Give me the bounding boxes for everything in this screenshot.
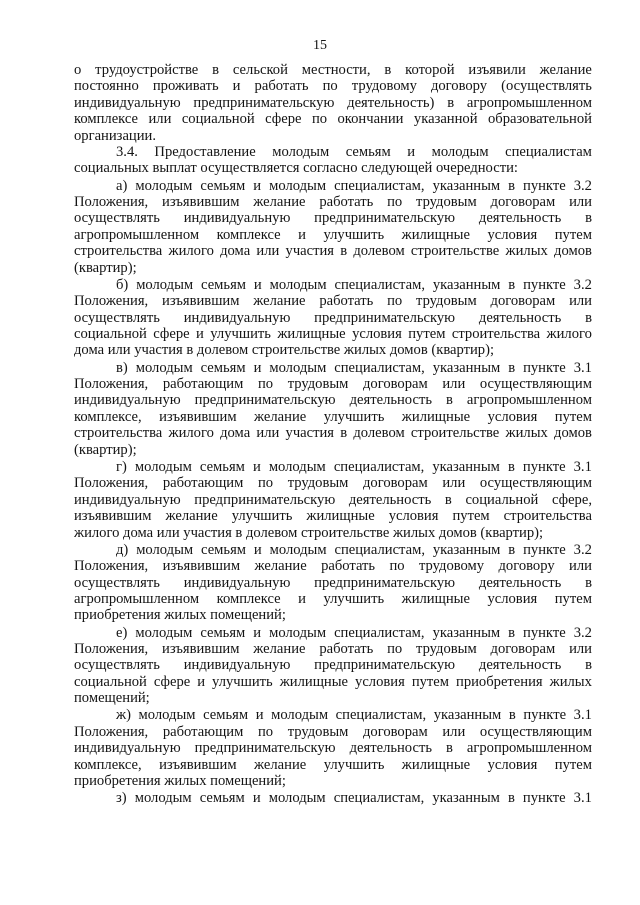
text-line: осуществлять индивидуальную предпринимательскую деятельность в — [74, 657, 592, 674]
text-line: (квартир); — [74, 259, 137, 276]
text-line: д) молодым семьям и молодым специалистам, указанным в пункте 3.2 — [116, 541, 592, 558]
text-line: Положения, изъявившим желание работать по трудовому договору или — [74, 558, 592, 575]
text-line: ж) молодым семьям и молодым специалистам, указанным в пункте 3.1 — [116, 707, 592, 724]
text-line: социальной сфере и улучшить жилищные условия путем приобретения жилых — [74, 673, 592, 690]
text-line: постоянно проживать и работать по трудовому договору (осуществлять — [74, 78, 592, 95]
text-line: осуществлять индивидуальную предпринимательскую деятельность в — [74, 309, 592, 326]
paragraph-v — [74, 360, 592, 458]
text-line: индивидуальную предпринимательскую деятельность) в агропромышленном — [74, 94, 592, 111]
text-line: Положения, работающим по трудовым договорам или осуществляющим — [74, 475, 592, 492]
text-line: приобретения жилых помещений; — [74, 773, 286, 790]
paragraph-zh — [74, 707, 592, 789]
text-line: (квартир); — [74, 441, 137, 458]
document-body — [74, 62, 592, 807]
text-line: з) молодым семьям и молодым специалистам, указанным в пункте 3.1 — [116, 790, 592, 807]
text-line: комплексе, изъявившим желание улучшить жилищные условия путем — [74, 408, 592, 425]
text-line: индивидуальную предпринимательскую деятельность в агропромышленном — [74, 740, 592, 757]
text-line: организации. — [74, 127, 156, 144]
text-line: строительства жилого дома или участия в долевом строительстве жилых домов — [74, 243, 592, 260]
text-line: индивидуальную предпринимательскую деятельность в агропромышленном — [74, 392, 592, 409]
text-line: жилого дома или участия в долевом строительстве жилых домов (квартир); — [74, 524, 544, 541]
text-line: е) молодым семьям и молодым специалистам, указанным в пункте 3.2 — [116, 624, 592, 641]
text-line: комплексе или социальной сфере по окончании указанной образовательной — [74, 111, 592, 128]
text-line: г) молодым семьям и молодым специалистам, указанным в пункте 3.1 — [116, 458, 592, 475]
text-line: осуществлять индивидуальную предпринимательскую деятельность в — [74, 210, 592, 227]
text-line: социальной сфере и улучшить жилищные условия путем строительства жилого — [74, 326, 592, 343]
text-line: осуществлять индивидуальную предпринимательскую деятельность в — [74, 574, 592, 591]
text-line: 3.4. Предоставление молодым семьям и молодым специалистам — [116, 143, 592, 160]
text-line: Положения, изъявившим желание работать по трудовым договорам или — [74, 293, 592, 310]
text-line: б) молодым семьям и молодым специалистам, указанным в пункте 3.2 — [116, 276, 592, 293]
text-line: социальных выплат осуществляется согласно следующей очередности: — [74, 160, 518, 177]
paragraph-g — [74, 459, 592, 541]
text-line: изъявившим желание улучшить жилищные условия путем строительства — [74, 508, 592, 525]
text-line: комплексе, изъявившим желание улучшить жилищные условия путем — [74, 756, 592, 773]
text-line: дома или участия в долевом строительстве жилых домов (квартир); — [74, 342, 495, 359]
text-line: а) молодым семьям и молодым специалистам, указанным в пункте 3.2 — [116, 177, 592, 194]
text-line: Положения, изъявившим желание работать по трудовым договорам или — [74, 641, 592, 658]
paragraph-b — [74, 277, 592, 359]
text-line: строительства жилого дома или участия в долевом строительстве жилых домов — [74, 425, 592, 442]
paragraph-e — [74, 625, 592, 707]
paragraph-p0 — [74, 62, 592, 144]
paragraph-p1 — [74, 144, 592, 177]
paragraph-d — [74, 542, 592, 624]
text-line: агропромышленном комплексе и улучшить жилищные условия путем — [74, 590, 592, 607]
page-number: 15 — [313, 38, 327, 53]
text-line: индивидуальную предпринимательскую деятельность в социальной сфере, — [74, 491, 592, 508]
text-line: помещений; — [74, 690, 150, 707]
paragraph-a — [74, 178, 592, 276]
text-line: в) молодым семьям и молодым специалистам, указанным в пункте 3.1 — [116, 359, 592, 376]
text-line: Положения, работающим по трудовым договорам или осуществляющим — [74, 723, 592, 740]
text-line: о трудоустройстве в сельской местности, в которой изъявили желание — [74, 62, 592, 78]
text-line: Положения, работающим по трудовым договорам или осуществляющим — [74, 376, 592, 393]
text-line: приобретения жилых помещений; — [74, 607, 286, 624]
paragraph-z — [74, 790, 592, 806]
text-line: Положения, изъявившим желание работать по трудовым договорам или — [74, 194, 592, 211]
text-line: агропромышленном комплексе и улучшить жилищные условия путем — [74, 226, 592, 243]
